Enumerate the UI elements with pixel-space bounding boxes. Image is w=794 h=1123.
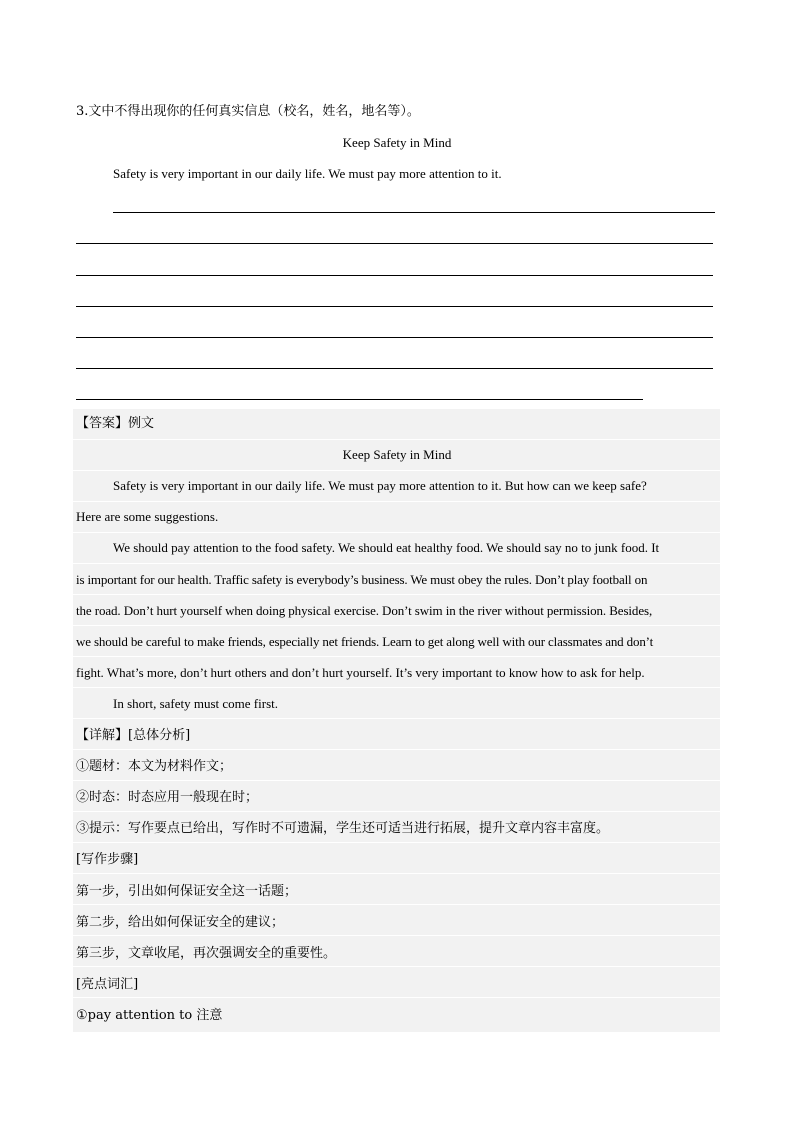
writing-line[interactable] [113, 212, 715, 213]
answer-line: is important for our health. Traffic safety is everybody’s business. We must obey the rules. Don’t play football on [76, 572, 648, 587]
writing-line[interactable] [76, 368, 713, 369]
writing-line[interactable] [76, 275, 713, 276]
writing-line[interactable] [76, 306, 713, 307]
answer-line: Here are some suggestions. [76, 509, 219, 524]
step-item: 第三步，文章收尾，再次强调安全的重要性。 [76, 946, 337, 961]
answer-line: Safety is very important in our daily life. We must pay more attention to it. But how can we keep safe? [113, 478, 647, 493]
writing-line[interactable] [76, 399, 643, 400]
writing-line[interactable] [76, 337, 713, 338]
answer-title: Keep Safety in Mind [342, 447, 452, 462]
step-item: 第二步，给出如何保证安全的建议； [76, 915, 285, 930]
analysis-item: ③提示：写作要点已给出，写作时不可遗漏，学生还可适当进行拓展，提升文章内容丰富度。 [76, 821, 610, 836]
analysis-item: ②时态：时态应用一般现在时； [76, 790, 259, 805]
answer-line: we should be careful to make friends, especially net friends. Learn to get along well with our classmates and don’t [76, 634, 654, 649]
shade-row [73, 408, 720, 440]
answer-line: We should pay attention to the food safety. We should eat healthy food. We should say no to junk food. It [113, 540, 660, 555]
instruction-text: 3.文中不得出现你的任何真实信息（校名，姓名，地名等）。 [76, 104, 420, 119]
vocab-label: [亮点词汇] [76, 977, 139, 992]
step-item: 第一步，引出如何保证安全这一话题； [76, 884, 298, 899]
answer-label: 【答案】例文 [76, 416, 155, 431]
answer-line: In short, safety must come first. [113, 696, 278, 711]
writing-line[interactable] [76, 243, 713, 244]
prompt-first-line: Safety is very important in our daily life. We must pay more attention to it. [113, 166, 502, 181]
analysis-item: ①题材：本文为材料作文； [76, 759, 233, 774]
vocab-item: ①pay attention to 注意 [76, 1008, 223, 1023]
shade-row [73, 842, 720, 874]
answer-line: fight. What’s more, don’t hurt others and don’t hurt yourself. It’s very important to know how to ask for help. [76, 665, 645, 680]
analysis-label: 【详解】[总体分析] [76, 728, 191, 743]
shade-row [73, 966, 720, 998]
answer-section [73, 408, 720, 1032]
prompt-title: Keep Safety in Mind [342, 135, 452, 150]
answer-line: the road. Don’t hurt yourself when doing physical exercise. Don’t swim in the river without permission. Besides, [76, 603, 653, 618]
steps-label: [写作步骤] [76, 852, 139, 867]
